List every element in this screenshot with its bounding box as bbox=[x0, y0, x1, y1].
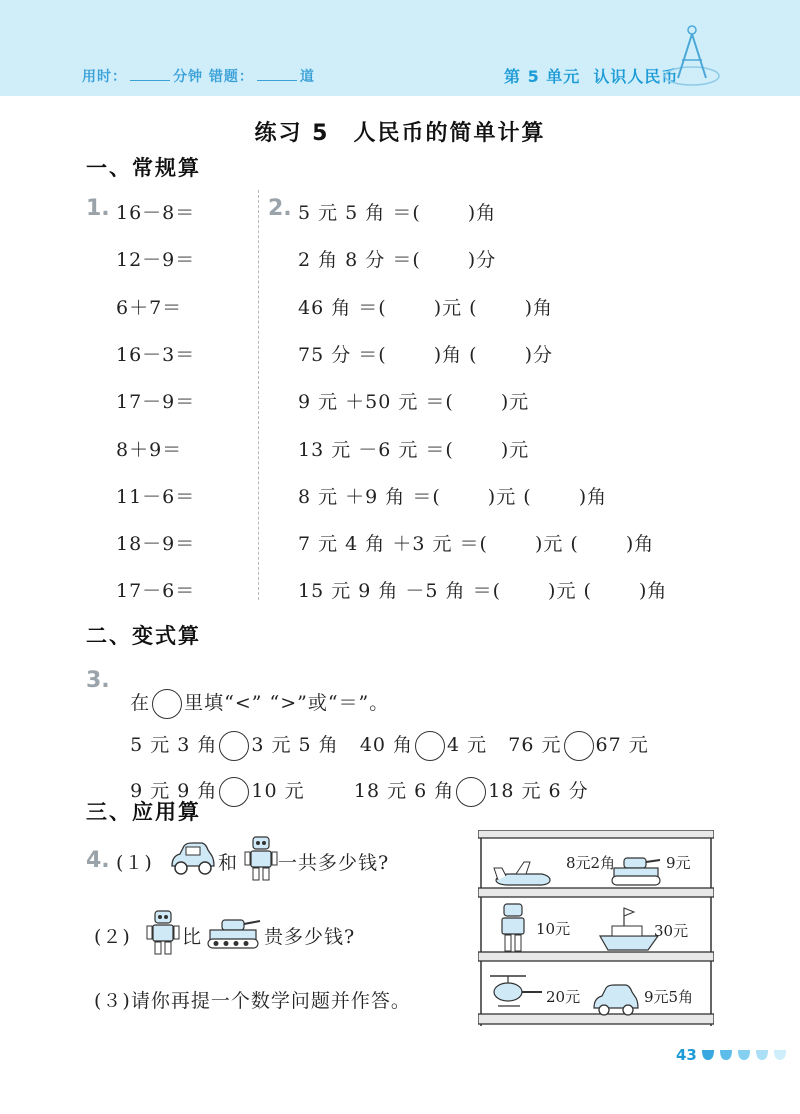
toy-car-icon bbox=[594, 985, 638, 1015]
q3-r2-a-left: 9 元 9 角 bbox=[130, 780, 218, 802]
page-title: 练习 5 人民币的简单计算 bbox=[254, 121, 546, 146]
q4-p1-num: (１) bbox=[116, 852, 153, 874]
toy-ship-icon bbox=[600, 908, 658, 950]
q2-exercise: 46 角 ＝( )元 ( )角 bbox=[298, 296, 554, 319]
q3-r1-a-right: 3 元 5 角 bbox=[251, 734, 339, 756]
compare-circle-input[interactable] bbox=[219, 777, 249, 807]
unit-title: 认识人民币 bbox=[593, 67, 679, 86]
q4-p1-question: 一共多少钱? bbox=[278, 852, 390, 874]
q1-exercise: 12－9＝ bbox=[116, 249, 196, 272]
time-blank[interactable] bbox=[130, 68, 170, 81]
q2-exercise: 15 元 9 角 －5 角 ＝( )元 ( )角 bbox=[298, 580, 668, 603]
q2-exercise: 13 元 －6 元 ＝( )元 bbox=[298, 438, 530, 461]
page-number: 43 bbox=[676, 1046, 697, 1064]
time-unit: 分钟 bbox=[173, 69, 203, 85]
plane-price: 8元2角 bbox=[566, 854, 616, 872]
question-number-2: 2. bbox=[268, 196, 292, 221]
robot-price: 10元 bbox=[536, 920, 571, 938]
q4-p3: (３)请你再提一个数学问题并作答。 bbox=[94, 990, 411, 1012]
toy-robot-icon bbox=[502, 904, 524, 951]
q1-exercise: 17－9＝ bbox=[116, 391, 196, 414]
q1-exercise: 6＋7＝ bbox=[116, 296, 183, 319]
header-timer bbox=[82, 66, 315, 86]
question-number-3: 3. bbox=[86, 668, 110, 693]
q3-r1-b-left: 40 角 bbox=[359, 734, 414, 756]
question-number-1: 1. bbox=[86, 196, 110, 221]
section-heading-2: 二、变式算 bbox=[86, 624, 201, 648]
column-divider bbox=[258, 190, 259, 600]
q4-p1-and: 和 bbox=[218, 852, 239, 874]
q2-exercise: 9 元 ＋50 元 ＝( )元 bbox=[298, 391, 530, 414]
toy-car-icon bbox=[168, 840, 216, 878]
time-label: 用时： bbox=[82, 69, 127, 85]
question-number-4: 4. bbox=[86, 848, 110, 873]
toy-robot-icon bbox=[244, 834, 278, 882]
q4-p2-than: 比 bbox=[182, 926, 203, 948]
unit-number: 第 5 单元 bbox=[504, 67, 581, 86]
q4-p2-num: (２) bbox=[94, 926, 131, 948]
toy-tank-icon bbox=[612, 858, 660, 885]
errors-blank[interactable] bbox=[257, 68, 297, 81]
tank-price: 9元 bbox=[666, 854, 691, 872]
toy-robot-icon bbox=[146, 908, 180, 956]
section-heading-1: 一、常规算 bbox=[86, 156, 201, 180]
q3-intro-b: 里填“<” “>”或“＝”。 bbox=[184, 692, 390, 714]
compare-circle-input[interactable] bbox=[456, 777, 486, 807]
q3-r2-b-left: 18 元 6 角 bbox=[353, 780, 455, 802]
q3-r1-c-right: 67 元 bbox=[595, 734, 649, 756]
section-heading-3: 三、应用算 bbox=[86, 800, 201, 824]
q1-exercise: 8＋9＝ bbox=[116, 438, 183, 461]
toy-tank-icon bbox=[206, 914, 262, 950]
q1-exercise: 16－3＝ bbox=[116, 343, 196, 366]
q1-exercise: 17－6＝ bbox=[116, 580, 196, 603]
q4-p2-question: 贵多少钱? bbox=[264, 926, 356, 948]
toy-plane-icon bbox=[494, 862, 550, 885]
q3-r2-b-right: 18 元 6 分 bbox=[488, 780, 589, 802]
car-price: 9元5角 bbox=[644, 988, 694, 1006]
q3-r1-a-left: 5 元 3 角 bbox=[130, 734, 218, 756]
q1-exercise: 16－8＝ bbox=[116, 202, 196, 224]
helicopter-price: 20元 bbox=[546, 988, 581, 1006]
errors-unit: 道 bbox=[299, 69, 315, 85]
page-dots-decoration bbox=[700, 1048, 790, 1062]
q4-part-1 bbox=[116, 848, 153, 875]
ship-price: 30元 bbox=[654, 922, 689, 940]
q3-intro-a: 在 bbox=[130, 692, 151, 714]
q3-r1-c-left: 76 元 bbox=[508, 734, 562, 756]
q2-exercise: 7 元 4 角 ＋3 元 ＝( )元 ( )角 bbox=[298, 533, 655, 556]
errors-label: 错题： bbox=[208, 69, 254, 85]
q2-exercise: 75 分 ＝( )角 ( )分 bbox=[298, 343, 554, 366]
q1-exercise: 11－6＝ bbox=[116, 485, 196, 508]
q3-r2-a-right: 10 元 bbox=[251, 780, 305, 802]
header-unit bbox=[504, 64, 678, 87]
toy-helicopter-icon bbox=[490, 976, 542, 1006]
q3-r1-b-right: 4 元 bbox=[447, 734, 488, 756]
q2-exercise: 8 元 ＋9 角 ＝( )元 ( )角 bbox=[298, 485, 608, 508]
q2-exercise: 5 元 5 角 ＝( )角 bbox=[298, 202, 497, 224]
q2-exercise: 2 角 8 分 ＝( )分 bbox=[298, 249, 497, 272]
compass-icon bbox=[662, 20, 722, 90]
q1-exercise: 18－9＝ bbox=[116, 533, 196, 556]
